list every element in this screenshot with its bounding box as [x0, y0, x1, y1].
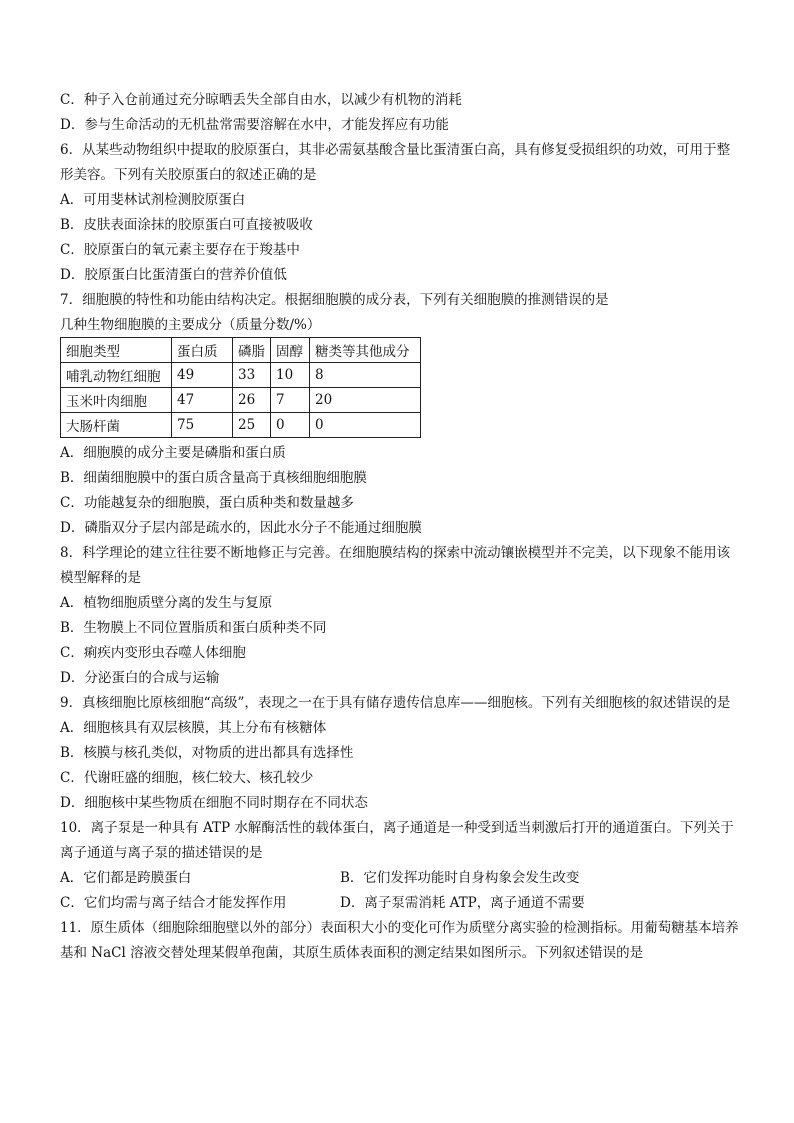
question-content: [60, 88, 740, 966]
q10-option-d: D．离子泵需消耗 ATP，离子通道不需要: [340, 895, 585, 911]
table-cell: 7: [271, 388, 310, 413]
q9-option-c: C．代谢旺盛的细胞，核仁较大、核孔较少: [60, 770, 314, 786]
table-cell: 25: [233, 413, 271, 438]
q10-option-c: C．它们均需与离子结合才能发挥作用: [60, 895, 287, 911]
q7-table-caption: 几种生物细胞膜的主要成分（质量分数/%）: [60, 317, 321, 333]
q11-stem: 11．原生质体（细胞除细胞壁以外的部分）表面积大小的变化可作为质壁分离实验的检测指标。用葡萄糖基本培养基和 NaCl 溶液交替处理某假单孢菌，其原生质体表面积的测定结果如图所示。下列叙述错误的是: [60, 920, 739, 961]
table-cell: 0: [271, 413, 310, 438]
q7-option-c: C．功能越复杂的细胞膜，蛋白质种类和数量越多: [60, 495, 354, 511]
table-header-cell: 细胞类型: [61, 338, 172, 363]
q9-option-d: D．细胞核中某些物质在细胞不同时期存在不同状态: [60, 795, 368, 811]
table-cell: 哺乳动物红细胞: [61, 363, 172, 388]
table-row: [61, 388, 421, 413]
q8-stem: 8．科学理论的建立往往要不断地修正与完善。在细胞膜结构的探索中流动镶嵌模型并不完美，以下现象不能用该模型解释的是: [60, 545, 731, 586]
table-cell: 49: [172, 363, 233, 388]
q8-option-a: A．植物细胞质壁分离的发生与复原: [60, 595, 273, 611]
table-header-cell: 蛋白质: [172, 338, 233, 363]
q9-stem: 9．真核细胞比原核细胞“高级”，表现之一在于具有储存遗传信息库——细胞核。下列有关细胞核的叙述错误的是: [60, 695, 731, 711]
q6-stem: 6．从某些动物组织中提取的胶原蛋白，其非必需氨基酸含量比蛋清蛋白高，具有修复受损组织的功效，可用于整形美容。下列有关胶原蛋白的叙述正确的是: [60, 142, 731, 183]
q7-stem: 7．细胞膜的特性和功能由结构决定。根据细胞膜的成分表，下列有关细胞膜的推测错误的是: [60, 292, 609, 308]
q5-option-c: C．种子入仓前通过充分晾晒丢失全部自由水，以减少有机物的消耗: [60, 92, 462, 108]
q6-option-a: A．可用斐林试剂检测胶原蛋白: [60, 192, 246, 208]
q8-option-b: B．生物膜上不同位置脂质和蛋白质种类不同: [60, 620, 327, 636]
table-cell: 10: [271, 363, 310, 388]
q9-option-b: B．核膜与核孔类似，对物质的进出都具有选择性: [60, 745, 354, 761]
table-cell: 大肠杆菌: [61, 413, 172, 438]
q9-option-a: A．细胞核具有双层核膜，其上分布有核糖体: [60, 720, 327, 736]
q5-option-d: D．参与生命活动的无机盐常需要溶解在水中，才能发挥应有功能: [60, 117, 449, 133]
table-cell: 0: [310, 413, 421, 438]
table-cell: 20: [310, 388, 421, 413]
table-header-row: [61, 338, 421, 363]
table-row: [61, 413, 421, 438]
q6-option-d: D．胶原蛋白比蛋清蛋白的营养价值低: [60, 267, 287, 283]
q10-option-a: A．它们都是跨膜蛋白: [60, 870, 192, 886]
table-header-cell: 固醇: [271, 338, 310, 363]
table-cell: 75: [172, 413, 233, 438]
table-cell: 33: [233, 363, 271, 388]
q6-option-b: B．皮肤表面涂抹的胶原蛋白可直接被吸收: [60, 217, 313, 233]
q10-option-b: B．它们发挥功能时自身构象会发生改变: [340, 870, 580, 886]
table-cell: 47: [172, 388, 233, 413]
table-row: [61, 363, 421, 388]
membrane-composition-table: [60, 337, 421, 438]
table-header-cell: 糖类等其他成分: [310, 338, 421, 363]
q7-option-b: B．细菌细胞膜中的蛋白质含量高于真核细胞细胞膜: [60, 470, 367, 486]
table-cell: 玉米叶肉细胞: [61, 388, 172, 413]
q8-option-d: D．分泌蛋白的合成与运输: [60, 670, 220, 686]
table-header-cell: 磷脂: [233, 338, 271, 363]
q10-stem: 10．离子泵是一种具有 ATP 水解酶活性的载体蛋白，离子通道是一种受到适当刺激后打开的通道蛋白。下列关于离子通道与离子泵的描述错误的是: [60, 820, 734, 861]
q7-option-d: D．磷脂双分子层内部是疏水的，因此水分子不能通过细胞膜: [60, 520, 422, 536]
q7-option-a: A．细胞膜的成分主要是磷脂和蛋白质: [60, 445, 286, 461]
q8-option-c: C．痢疾内变形虫吞噬人体细胞: [60, 645, 246, 661]
table-cell: 8: [310, 363, 421, 388]
table-cell: 26: [233, 388, 271, 413]
q6-option-c: C．胶原蛋白的氧元素主要存在于羧基中: [60, 242, 300, 258]
q10-options-row-2: [60, 891, 740, 916]
q10-options-row-1: [60, 866, 740, 891]
